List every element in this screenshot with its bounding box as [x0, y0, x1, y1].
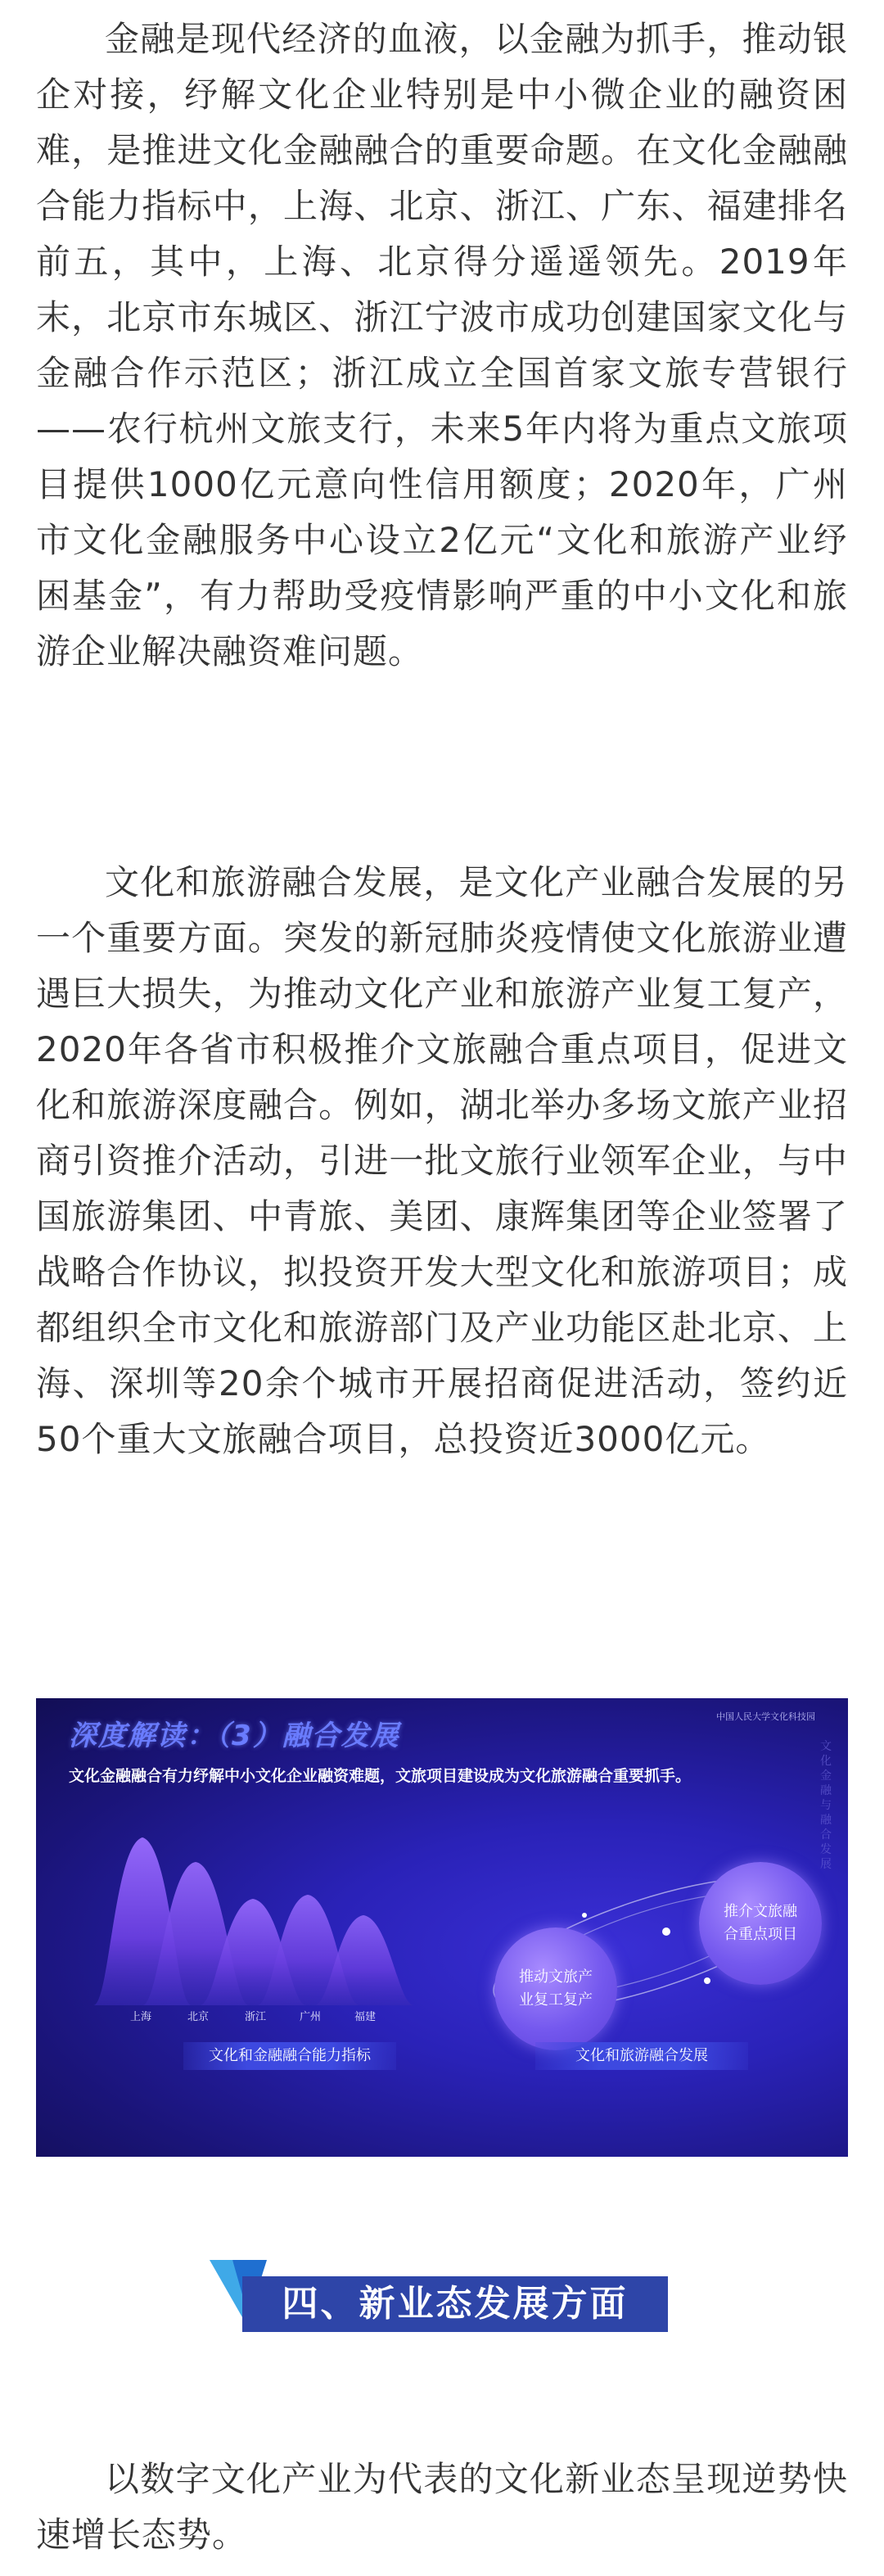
- paragraph-new-formats: 以数字文化产业为代表的文化新业态呈现逆势快速增长态势。: [36, 2459, 848, 2555]
- star-dot: [662, 1927, 670, 1936]
- slide-side-watermark: 文化金融与融合发展: [820, 1740, 832, 1871]
- province-label-shanghai: 上海: [129, 2011, 152, 2023]
- slide-image-integration: [36, 1698, 848, 2157]
- mountain-peaks-graphic: [93, 1821, 437, 2009]
- star-dot: [704, 1977, 710, 1984]
- star-dot: [582, 1913, 587, 1918]
- paragraph-culture-finance: 金融是现代经济的血液，以金融为抓手，推动银企对接，纾解文化企业特别是中小微企业的融资困难，是推进文化金融融合的重要命题。在文化金融融合能力指标中，上海、北京、浙江、广东、福建排名前五，其中，上海、北京得分遥遥领先。2019年末，北京市东城区、浙江宁波市成功创建国家文化与金融合作示范区；浙江成立全国首家文旅专营银行——农行杭州文旅支行，未来5年内将为重点文旅项目提供1000亿元意向性信用额度；2020年，广州市文化金融服务中心设立2亿元“文化和旅游产业纾困基金”，有力帮助受疫情影响严重的中小文化和旅游企业解决融资难问题。: [36, 19, 848, 671]
- slide-subtitle: 文化金融融合有力纾解中小文化企业融资难题，文旅项目建设成为文化旅游融合重要抓手。: [69, 1767, 692, 1785]
- province-label-beijing: 北京: [187, 2011, 210, 2023]
- paragraph-culture-tourism: 文化和旅游融合发展，是文化产业融合发展的另一个重要方面。突发的新冠肺炎疫情使文化旅游业遭遇巨大损失，为推动文化产业和旅游产业复工复产，2020年各省市积极推介文旅融合重点项目，促进文化和旅游深度融合。例如，湖北举办多场文旅产业招商引资推介活动，引进一批文旅行业领军企业，与中国旅游集团、中青旅、美团、康辉集团等企业签署了战略合作协议，拟投资开发大型文化和旅游项目；成都组织全市文化和旅游部门及产业功能区赴北京、上海、深圳等20余个城市开展招商促进活动，签约近50个重大文旅融合项目，总投资近3000亿元。: [36, 862, 848, 1459]
- province-label-guangzhou: 广州: [299, 2011, 322, 2023]
- slide-title: 深度解读：（3）融合发展: [69, 1720, 400, 1752]
- node-promote-projects: 推介文旅融 合重点项目: [699, 1862, 822, 1985]
- section-heading: [210, 2260, 668, 2334]
- province-label-zhejiang: 浙江: [244, 2011, 267, 2023]
- section-title: 四、新业态发展方面: [242, 2276, 668, 2332]
- province-label-fujian: 福建: [354, 2011, 377, 2023]
- node-resume-production: 推动文旅产 业复工复产: [494, 1927, 617, 2050]
- slide-org-logo: 中国人民大学文化科技园: [716, 1711, 815, 1722]
- caption-tourism-integration: 文化和旅游融合发展: [535, 2042, 748, 2070]
- caption-finance-index: 文化和金融融合能力指标: [183, 2042, 396, 2070]
